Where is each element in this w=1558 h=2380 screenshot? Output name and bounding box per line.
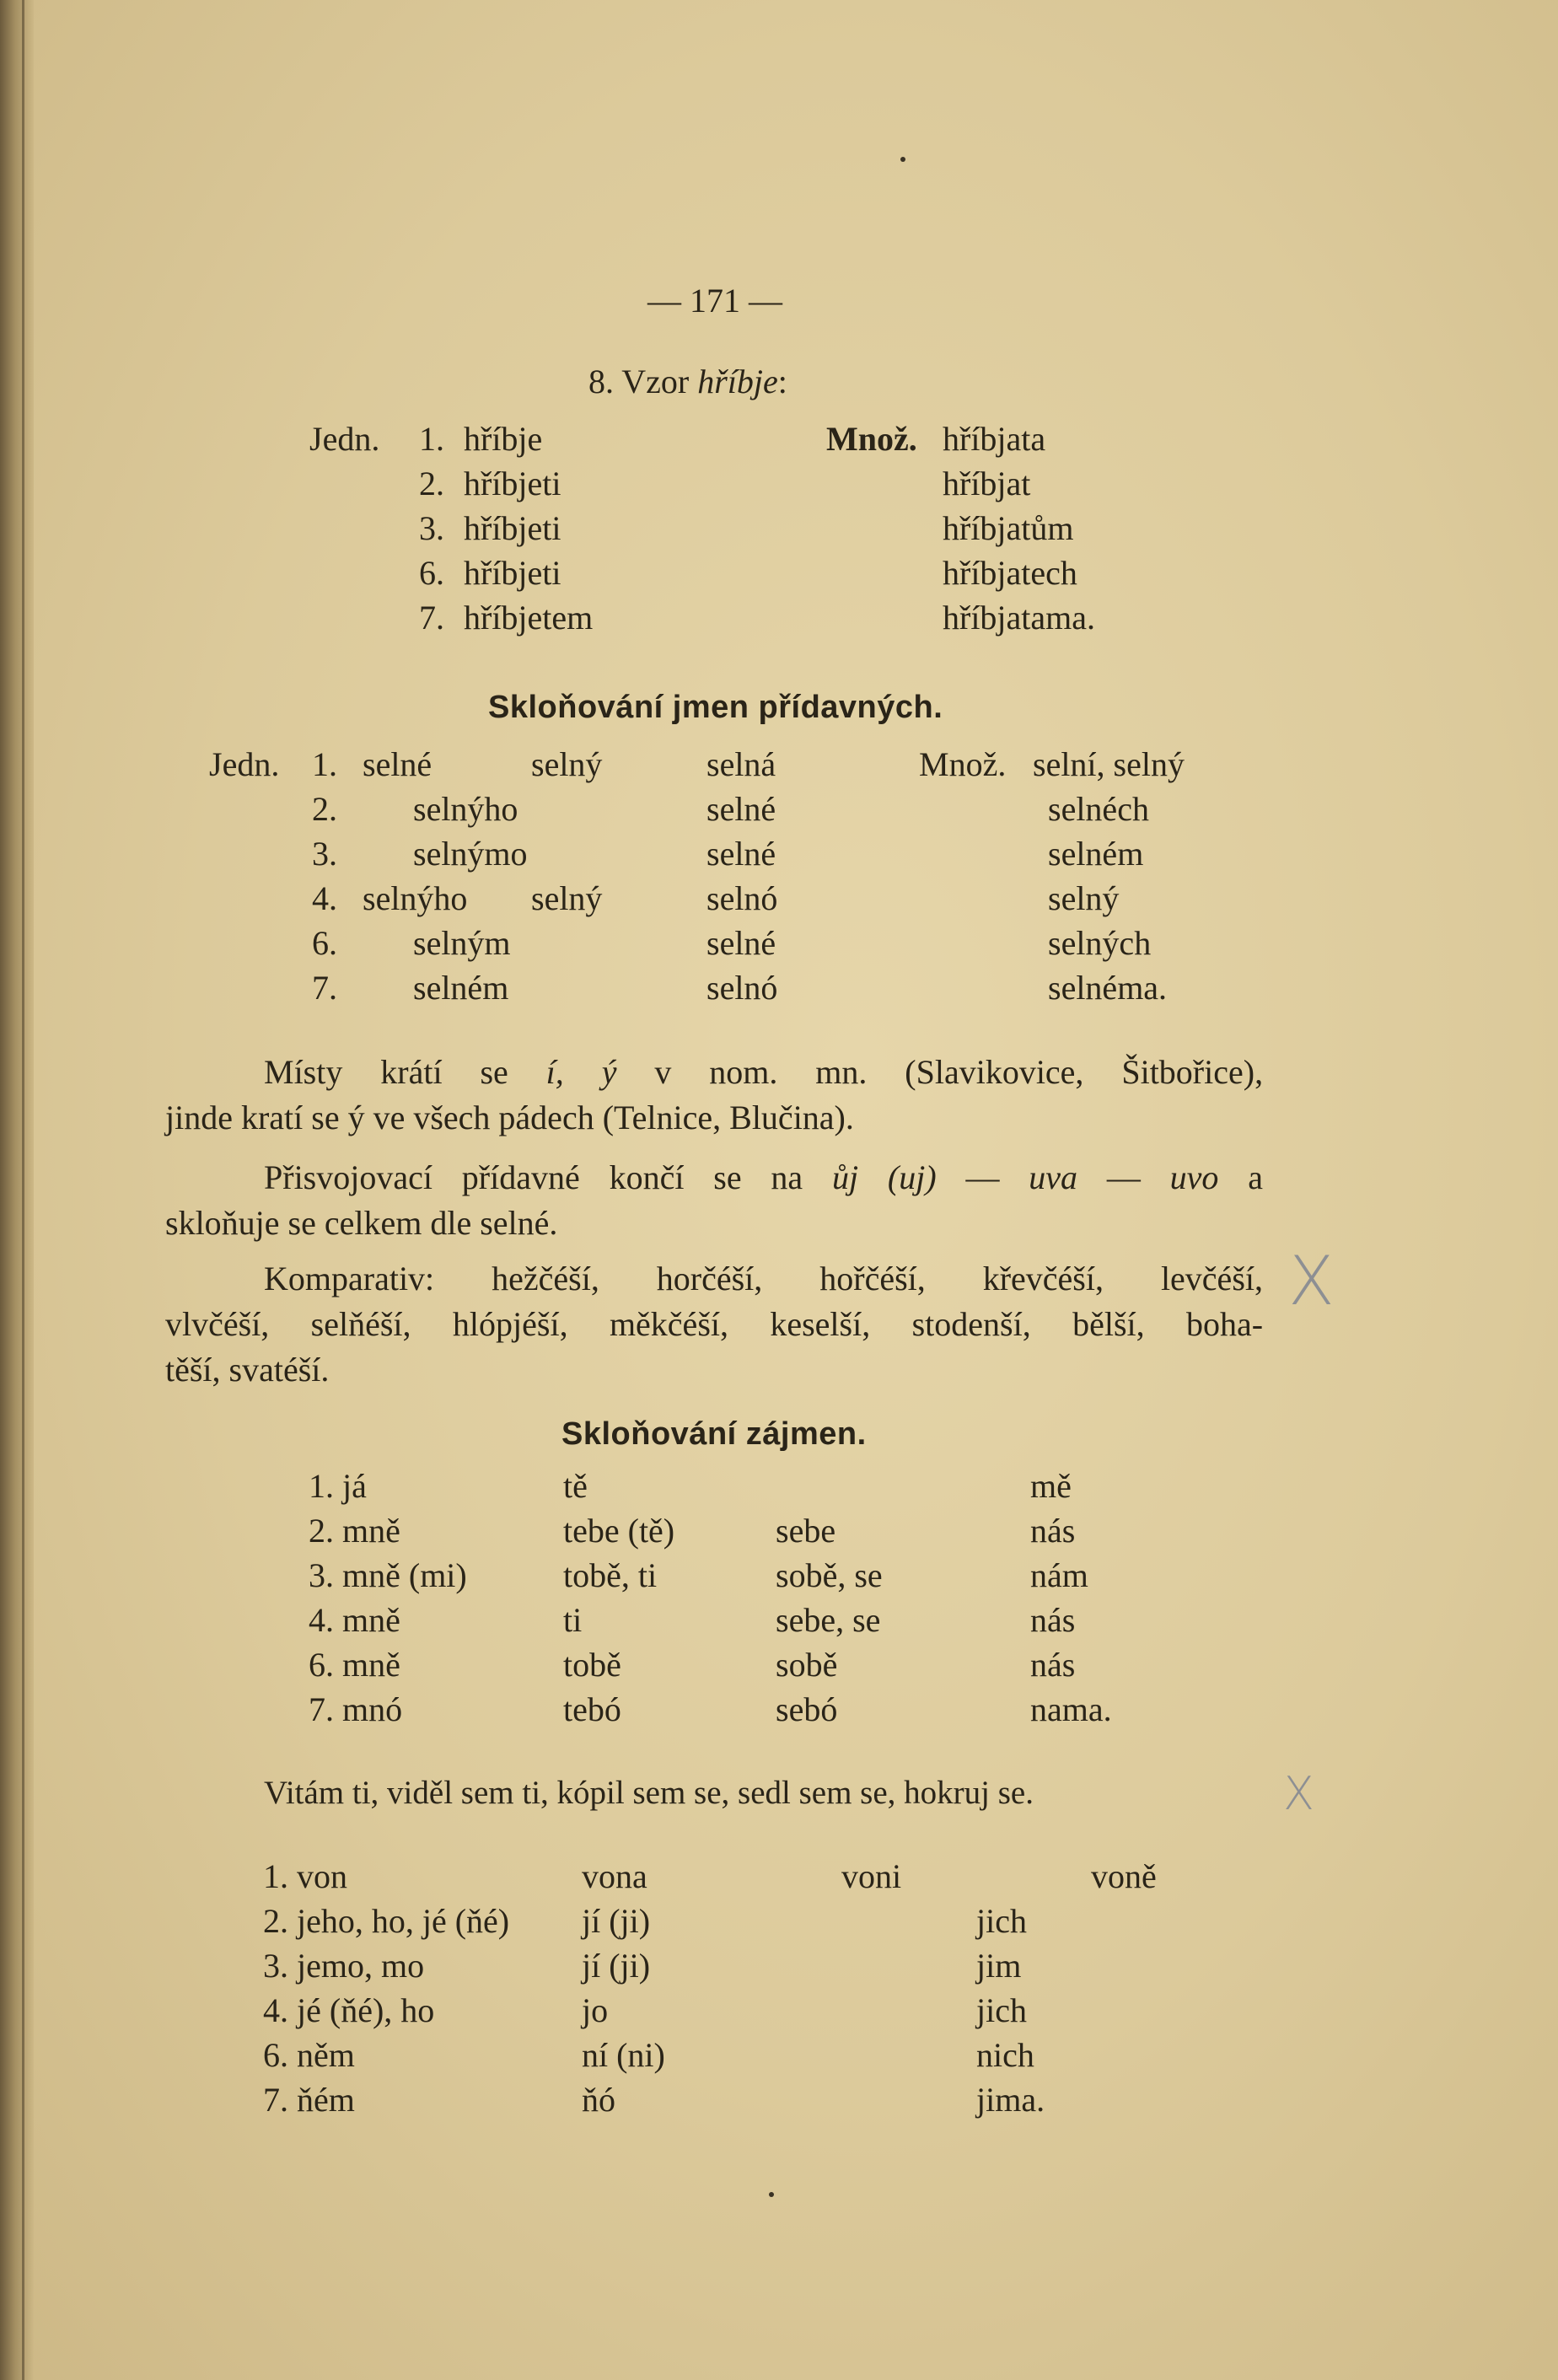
- masculine-form: selným: [413, 924, 511, 962]
- word: na: [771, 1158, 803, 1196]
- plural-form: hříbjatům: [943, 509, 1074, 547]
- masculine-form: selnýmo: [413, 835, 528, 873]
- plural-form: nich: [976, 2036, 1034, 2074]
- masculine-form: selné: [363, 745, 432, 783]
- case-number: 6.: [312, 924, 337, 962]
- masculine-alt-form: selný: [531, 879, 603, 917]
- plural-form: selný: [1048, 879, 1120, 917]
- case-number: 3.: [419, 509, 444, 547]
- reflexive-form: sebó: [776, 1690, 838, 1728]
- word: (Slavikovice,: [905, 1053, 1084, 1091]
- word: keselší,: [770, 1305, 871, 1343]
- word: Přisvojovací: [264, 1158, 432, 1196]
- masculine-form: 7. ňém: [263, 2081, 355, 2119]
- case-number: 1.: [312, 745, 337, 783]
- case-number: 4.: [312, 879, 337, 917]
- plural-form: selnéma.: [1048, 969, 1168, 1007]
- ink-speck: [769, 2192, 774, 2197]
- paragraph-vowel-shortening: [165, 1050, 1263, 1141]
- word: v: [654, 1053, 672, 1091]
- word: levčéší,: [1160, 1260, 1263, 1297]
- word: horčéší,: [656, 1260, 763, 1297]
- plural-form: hříbjat: [943, 465, 1031, 502]
- paragraph-comparative: [165, 1256, 1263, 1393]
- plural-form: nás: [1030, 1646, 1076, 1684]
- plural-label: Množ.: [826, 420, 917, 458]
- plural-feminine-form: voně: [1091, 1857, 1157, 1895]
- word: bělší,: [1072, 1305, 1145, 1343]
- singular-label: Jedn.: [309, 420, 380, 458]
- first-person-form: 4. mně: [309, 1601, 400, 1639]
- paragraph-line: [165, 1155, 1263, 1201]
- pattern-heading: [588, 363, 787, 401]
- word: končí: [609, 1158, 685, 1196]
- word: mn.: [815, 1053, 868, 1091]
- plural-form: nama.: [1030, 1690, 1112, 1728]
- singular-form: hříbje: [464, 420, 543, 458]
- masculine-form: selnýho: [413, 790, 518, 828]
- pattern-heading-colon: :: [777, 363, 787, 400]
- first-person-form: 6. mně: [309, 1646, 400, 1684]
- plural-form: nám: [1030, 1556, 1088, 1594]
- second-person-form: tobě: [563, 1646, 621, 1684]
- masculine-form: selnýho: [363, 879, 468, 917]
- word: Komparativ:: [264, 1260, 435, 1297]
- paragraph-line: [165, 1050, 1263, 1095]
- binding-edge: [22, 0, 24, 2380]
- case-number: 6.: [419, 554, 444, 592]
- word: boha-: [1185, 1305, 1263, 1343]
- plural-form: selném: [1048, 835, 1144, 873]
- plural-form: jich: [976, 1902, 1027, 1940]
- case-number: 1.: [419, 420, 444, 458]
- first-person-form: 1. já: [309, 1467, 367, 1505]
- case-number: 2.: [419, 465, 444, 502]
- masculine-alt-form: selný: [531, 745, 603, 783]
- word: krátí: [380, 1053, 443, 1091]
- plural-form: hříbjatama.: [943, 599, 1096, 637]
- feminine-form: selné: [706, 835, 776, 873]
- second-person-form: ti: [563, 1601, 583, 1639]
- plural-form: nás: [1030, 1512, 1076, 1550]
- plural-form: jim: [976, 1947, 1022, 1985]
- plural-form: hříbjatech: [943, 554, 1077, 592]
- singular-label: Jedn.: [209, 745, 280, 783]
- plural-label: Množ.: [919, 745, 1007, 783]
- masculine-form: 1. von: [263, 1857, 347, 1895]
- word: se: [480, 1053, 508, 1091]
- plural-form: nás: [1030, 1601, 1076, 1639]
- word: stodenší,: [911, 1305, 1031, 1343]
- word: vlvčéší,: [165, 1305, 270, 1343]
- word: hežčéší,: [492, 1260, 599, 1297]
- word: přídavné: [461, 1158, 580, 1196]
- word: ůj (uj): [831, 1158, 937, 1196]
- case-number: 7.: [419, 599, 444, 637]
- word: se: [713, 1158, 742, 1196]
- word: a: [1248, 1158, 1263, 1196]
- second-person-form: tobě, ti: [563, 1556, 658, 1594]
- feminine-form: vona: [582, 1857, 647, 1895]
- reflexive-form: sobě: [776, 1646, 838, 1684]
- second-person-form: tebó: [563, 1690, 621, 1728]
- feminine-form: selnó: [706, 969, 778, 1007]
- page-number: — 171 —: [647, 282, 782, 320]
- first-person-form: 3. mně (mi): [309, 1556, 467, 1594]
- feminine-form: ní (ni): [582, 2036, 665, 2074]
- word: Šitbořice),: [1121, 1053, 1263, 1091]
- plural-form: selných: [1048, 924, 1152, 962]
- word: nom.: [709, 1053, 778, 1091]
- plural-form: jima.: [976, 2081, 1045, 2119]
- masculine-form: 6. něm: [263, 2036, 355, 2074]
- singular-form: hříbjeti: [464, 554, 561, 592]
- first-person-form: 7. mnó: [309, 1690, 403, 1728]
- pattern-heading-prefix: 8. Vzor: [588, 363, 698, 400]
- word: hlópjéší,: [452, 1305, 568, 1343]
- ink-speck: [900, 157, 905, 162]
- pronouns-heading: Skloňování zájmen.: [561, 1416, 867, 1452]
- feminine-form: jí (ji): [582, 1947, 651, 1985]
- first-person-form: 2. mně: [309, 1512, 400, 1550]
- feminine-form: selné: [706, 924, 776, 962]
- feminine-form: selnó: [706, 879, 778, 917]
- word: uva: [1029, 1158, 1078, 1196]
- singular-form: hříbjeti: [464, 509, 561, 547]
- masculine-form: selném: [413, 969, 509, 1007]
- word: —: [1106, 1158, 1141, 1196]
- reflexive-form: sebe: [776, 1512, 836, 1550]
- second-person-form: tě: [563, 1467, 588, 1505]
- masculine-form: 2. jeho, ho, jé (ňé): [263, 1902, 510, 1940]
- word: uvo: [1169, 1158, 1219, 1196]
- word: Místy: [264, 1053, 343, 1091]
- paragraph-possessive: [165, 1155, 1263, 1246]
- paragraph-line: jinde kratí se ý ve všech pádech (Telnice, Blučina).: [165, 1099, 854, 1136]
- example-sentence: Vitám ti, viděl sem ti, kópil sem se, sedl sem se, hokruj se.: [264, 1775, 1034, 1811]
- margin-x-mark: X: [1288, 1242, 1335, 1320]
- paragraph-line: [165, 1302, 1263, 1347]
- plural-form: mě: [1030, 1467, 1072, 1505]
- feminine-form: selná: [706, 745, 776, 783]
- word: ý: [601, 1053, 617, 1091]
- word: hořčéší,: [819, 1260, 926, 1297]
- margin-x-mark: X: [1283, 1767, 1314, 1820]
- singular-form: hříbjetem: [464, 599, 594, 637]
- word: selňéší,: [310, 1305, 411, 1343]
- reflexive-form: sobě, se: [776, 1556, 883, 1594]
- feminine-form: ňó: [582, 2081, 615, 2119]
- second-person-form: tebe (tě): [563, 1512, 675, 1550]
- plural-form: selnéch: [1048, 790, 1149, 828]
- plural-form: jich: [976, 1991, 1027, 2029]
- case-number: 7.: [312, 969, 337, 1007]
- reflexive-form: sebe, se: [776, 1601, 881, 1639]
- paragraph-line: [165, 1256, 1263, 1302]
- plural-form: hříbjata: [943, 420, 1046, 458]
- plural-form: voni: [841, 1857, 902, 1895]
- plural-form: selní, selný: [1033, 745, 1185, 783]
- masculine-form: 3. jemo, mo: [263, 1947, 425, 1985]
- singular-form: hříbjeti: [464, 465, 561, 502]
- word: křevčéší,: [982, 1260, 1104, 1297]
- book-spine-shadow: [0, 0, 34, 2380]
- case-number: 3.: [312, 835, 337, 873]
- word: —: [965, 1158, 1000, 1196]
- feminine-form: jí (ji): [582, 1902, 651, 1940]
- feminine-form: jo: [582, 1991, 609, 2029]
- word: měkčéší,: [609, 1305, 728, 1343]
- pattern-heading-word: hříbje: [697, 363, 778, 400]
- paragraph-line: skloňuje se celkem dle selné.: [165, 1204, 558, 1242]
- word: í,: [545, 1053, 564, 1091]
- paragraph-line: těší, svatéší.: [165, 1351, 330, 1389]
- masculine-form: 4. jé (ňé), ho: [263, 1991, 435, 2029]
- case-number: 2.: [312, 790, 337, 828]
- adjectives-heading: Skloňování jmen přídavných.: [488, 690, 943, 725]
- feminine-form: selné: [706, 790, 776, 828]
